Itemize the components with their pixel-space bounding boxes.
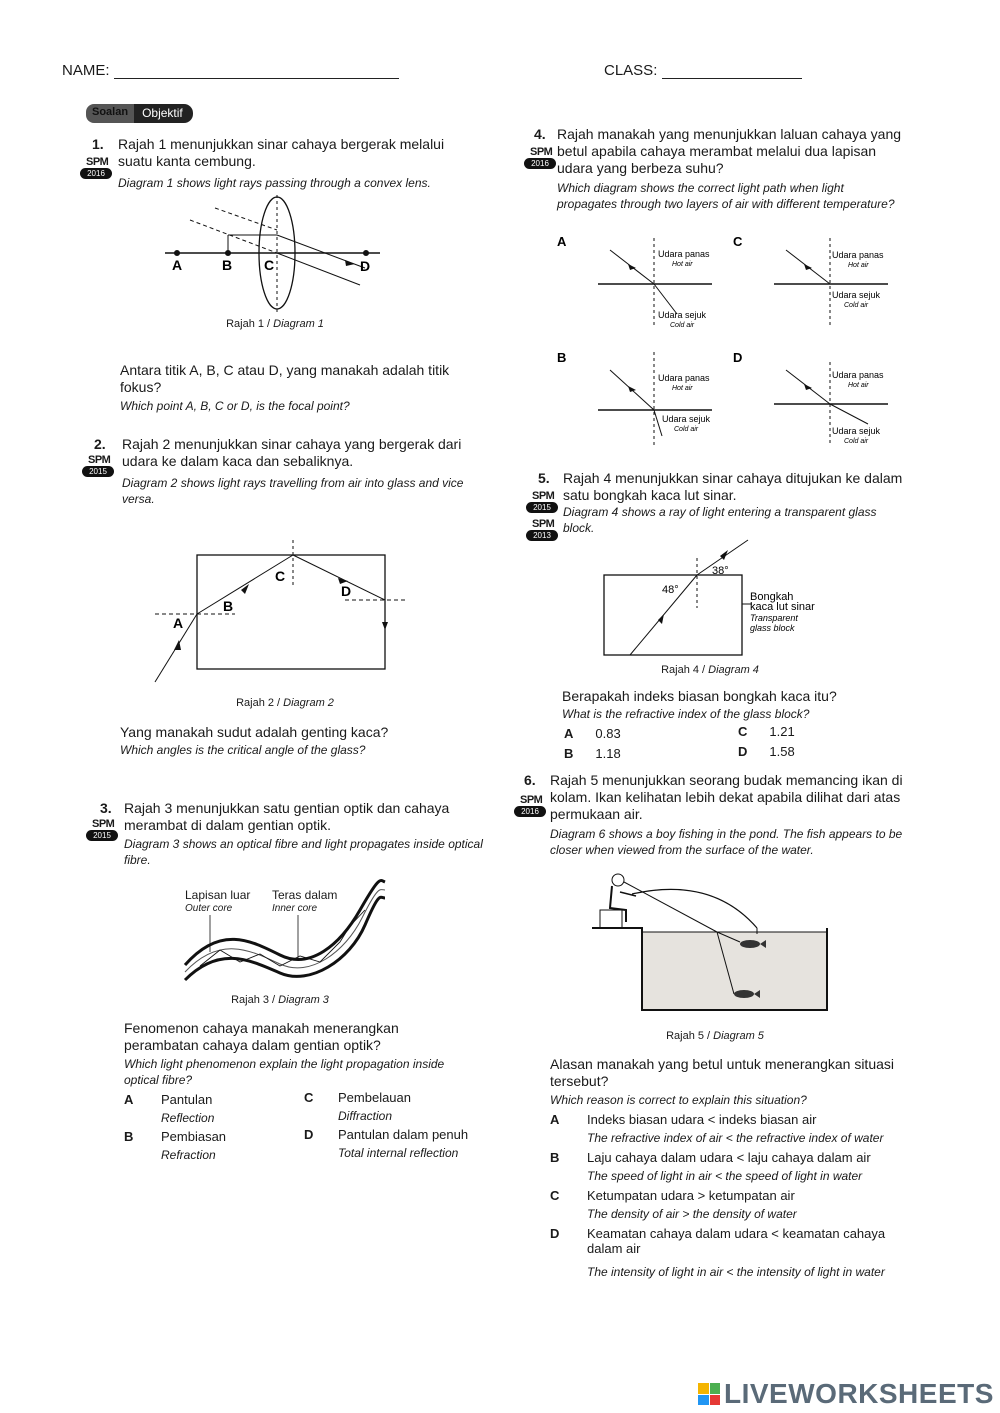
q5-text-ms: Rajah 4 menunjukkan sinar cahaya ditujukan ke dalam satu bongkah kaca lut sinar. xyxy=(563,470,903,503)
q3-question-en: Which light phenomenon explain the light propagation inside optical fibre? xyxy=(124,1057,445,1087)
q2-caption: Rajah 2 / Diagram 2 xyxy=(236,697,334,709)
svg-text:glass block: glass block xyxy=(750,623,795,633)
q1-caption: Rajah 1 / Diagram 1 xyxy=(226,318,324,330)
q3-option-a[interactable]: A Pantulan Reflection xyxy=(124,1092,215,1125)
q4-text-ms: Rajah manakah yang menunjukkan laluan cahaya yang betul apabila cahaya merambat melalui dua lapisan udara yang berbeza suhu? xyxy=(557,126,902,176)
svg-text:Hot air: Hot air xyxy=(848,382,869,389)
q2-text-ms: Rajah 2 menunjukkan sinar cahaya yang bergerak dari udara ke dalam kaca dan sebaliknya. xyxy=(122,436,462,469)
q6-question-en: Which reason is correct to explain this situation? xyxy=(550,1093,807,1107)
svg-text:Hot air: Hot air xyxy=(672,385,693,392)
q5-option-d[interactable]: D 1.58 xyxy=(738,744,795,759)
class-label: CLASS: xyxy=(604,62,658,79)
q3-caption: Rajah 3 / Diagram 3 xyxy=(231,994,329,1006)
q3-text-en: Diagram 3 shows an optical fibre and light propagates inside optical fibre. xyxy=(124,837,483,867)
section-tag-left: Soalan xyxy=(86,104,134,123)
q4-text-en: Which diagram shows the correct light path when light propagates through two layers of air with different temperature? xyxy=(557,181,895,211)
q2-text-en: Diagram 2 shows light rays travelling from air into glass and vice versa. xyxy=(122,476,464,506)
svg-text:Cold air: Cold air xyxy=(844,438,869,445)
q2-question-en: Which angles is the critical angle of the glass? xyxy=(120,743,366,757)
q3-number: 3. xyxy=(100,800,112,816)
q2-question-ms: Yang manakah sudut adalah genting kaca? xyxy=(120,724,389,740)
spm-badge: SPM 2015 xyxy=(82,454,116,482)
spm-badge: SPM 2015 xyxy=(526,490,560,518)
q4-option-b-diagram[interactable] xyxy=(552,348,722,448)
section-tag-right: Objektif xyxy=(134,104,193,123)
q4-option-a-diagram[interactable] xyxy=(552,232,722,332)
label-b: B xyxy=(222,257,233,273)
svg-text:Udara panas: Udara panas xyxy=(832,370,884,380)
svg-text:C: C xyxy=(733,234,743,249)
logo-icon xyxy=(698,1383,720,1405)
q3-option-c[interactable]: C Pembelauan Diffraction xyxy=(304,1090,411,1123)
name-label: NAME: xyxy=(62,62,110,79)
q6-option-b[interactable]: B Laju cahaya dalam udara < laju cahaya dalam air The speed of light in air < the speed of light in water xyxy=(550,1150,871,1183)
name-field[interactable] xyxy=(62,62,399,79)
svg-text:48°: 48° xyxy=(662,584,679,596)
svg-text:Hot air: Hot air xyxy=(848,262,869,269)
q6-option-c[interactable]: C Ketumpatan udara > ketumpatan air The density of air > the density of water xyxy=(550,1188,797,1221)
pond-water xyxy=(642,932,827,1010)
label-b: B xyxy=(223,598,234,614)
q6-number: 6. xyxy=(524,772,536,788)
svg-text:Udara panas: Udara panas xyxy=(658,373,710,383)
class-field[interactable] xyxy=(604,62,802,79)
fibre-outer-top xyxy=(185,881,385,965)
diagram-1-convex-lens xyxy=(160,190,390,320)
q5-option-a[interactable]: A 0.83 xyxy=(564,726,621,741)
q1-text-en: Diagram 1 shows light rays passing through a convex lens. xyxy=(118,176,431,190)
fibre-outer-bottom xyxy=(185,897,385,980)
q6-caption: Rajah 5 / Diagram 5 xyxy=(666,1030,764,1042)
svg-text:Hot air: Hot air xyxy=(672,261,693,268)
svg-text:Bongkah: Bongkah xyxy=(750,591,794,603)
q3-question-ms: Fenomenon cahaya manakah menerangkan perambatan cahaya dalam gentian optik? xyxy=(124,1020,399,1053)
point-d xyxy=(363,250,369,256)
diagram-4-glass-block xyxy=(600,538,840,660)
ray-3-dashed xyxy=(215,208,277,230)
label-inner-core: Teras dalam Inner core xyxy=(272,888,338,914)
spm-badge: SPM 2016 xyxy=(524,146,558,174)
q5-option-b[interactable]: B 1.18 xyxy=(564,746,621,761)
svg-text:Cold air: Cold air xyxy=(670,322,695,329)
q3-option-d[interactable]: D Pantulan dalam penuh Total internal reflection xyxy=(304,1127,469,1160)
q3-text-ms: Rajah 3 menunjukkan satu gentian optik dan cahaya merambat di dalam gentian optik. xyxy=(124,800,450,833)
q1-number: 1. xyxy=(92,136,104,152)
q5-number: 5. xyxy=(538,470,550,486)
logo-text: LIVEWORKSHEETS xyxy=(724,1378,994,1409)
q1-text-ms: Rajah 1 menunjukkan sinar cahaya bergerak melalui suatu kanta cembung. xyxy=(118,136,445,169)
svg-text:Cold air: Cold air xyxy=(674,426,699,433)
svg-text:D: D xyxy=(733,350,743,365)
fish-image xyxy=(740,940,760,948)
fishing-rod xyxy=(632,889,757,928)
stool xyxy=(600,910,622,928)
diagram-5-fishing xyxy=(592,866,832,1014)
boy-body xyxy=(610,886,626,922)
q2-number: 2. xyxy=(94,436,106,452)
label-c: C xyxy=(275,568,286,584)
q6-option-a[interactable]: A Indeks biasan udara < indeks biasan air The refractive index of air < the refractive index of water xyxy=(550,1112,884,1145)
svg-text:Udara panas: Udara panas xyxy=(832,250,884,260)
fish-real xyxy=(734,990,754,998)
q6-text-ms: Rajah 5 menunjukkan seorang budak memancing ikan di kolam. Ikan kelihatan lebih dekat apabila dilihat dari atas permukaan air. xyxy=(550,772,903,822)
spm-badge: SPM 2016 xyxy=(514,794,548,822)
label-a: A xyxy=(173,615,184,631)
diagram-3-optical-fibre xyxy=(180,870,390,990)
reflected-ray xyxy=(293,555,385,600)
svg-text:Cold air: Cold air xyxy=(844,302,869,309)
q5-question-en: What is the refractive index of the glass block? xyxy=(562,707,810,721)
spm-badge: SPM 2016 xyxy=(80,156,114,184)
spm-badge: SPM 2013 xyxy=(526,518,560,546)
q4-number: 4. xyxy=(534,126,546,142)
svg-text:Udara sejuk: Udara sejuk xyxy=(658,310,707,320)
svg-text:kaca lut sinar: kaca lut sinar xyxy=(750,601,815,613)
q6-text-en: Diagram 6 shows a boy fishing in the pond. The fish appears to be closer when viewed from the surface of the water. xyxy=(550,827,903,857)
label-a: A xyxy=(172,257,183,273)
svg-text:38°: 38° xyxy=(712,565,729,577)
refracted-ray xyxy=(197,555,293,614)
q1-question-en: Which point A, B, C or D, is the focal point? xyxy=(120,399,350,413)
svg-text:Udara sejuk: Udara sejuk xyxy=(832,290,881,300)
class-blank[interactable] xyxy=(662,78,802,79)
point-b xyxy=(225,250,231,256)
q5-option-c[interactable]: C 1.21 xyxy=(738,724,795,739)
svg-text:Udara sejuk: Udara sejuk xyxy=(832,426,881,436)
svg-text:B: B xyxy=(557,350,567,365)
point-a xyxy=(174,250,180,256)
label-d: D xyxy=(360,258,371,274)
q1-question-ms: Antara titik A, B, C atau D, yang manakah adalah titik fokus? xyxy=(120,362,450,395)
q4-option-d-diagram[interactable] xyxy=(730,348,900,448)
svg-text:A: A xyxy=(557,234,567,249)
name-blank[interactable] xyxy=(114,78,399,79)
q6-option-d[interactable]: D Keamatan cahaya dalam udara < keamatan cahaya dalam air The intensity of light in air < the intensity of light in water xyxy=(550,1226,886,1279)
label-outer-core: Lapisan luar Outer core xyxy=(185,888,251,914)
svg-text:Udara panas: Udara panas xyxy=(658,249,710,259)
ray-2 xyxy=(277,253,360,285)
q4-option-c-diagram[interactable] xyxy=(730,232,900,332)
spm-badge: SPM 2015 xyxy=(86,818,120,846)
diagram-2-glass-block xyxy=(145,538,415,688)
q3-option-b[interactable]: B Pembiasan Refraction xyxy=(124,1129,227,1162)
svg-text:Udara sejuk: Udara sejuk xyxy=(662,414,711,424)
label-c: C xyxy=(264,257,275,273)
q5-caption: Rajah 4 / Diagram 4 xyxy=(661,664,759,676)
section-tag xyxy=(86,104,193,123)
liveworksheets-logo xyxy=(698,1378,994,1410)
svg-text:Transparent: Transparent xyxy=(750,613,798,623)
boy-head xyxy=(612,874,624,886)
q6-question-ms: Alasan manakah yang betul untuk menerangkan situasi tersebut? xyxy=(550,1056,894,1089)
q5-question-ms: Berapakah indeks biasan bongkah kaca itu? xyxy=(562,688,837,704)
label-d: D xyxy=(341,583,352,599)
q5-text-en: Diagram 4 shows a ray of light entering a transparent glass block. xyxy=(563,505,877,535)
